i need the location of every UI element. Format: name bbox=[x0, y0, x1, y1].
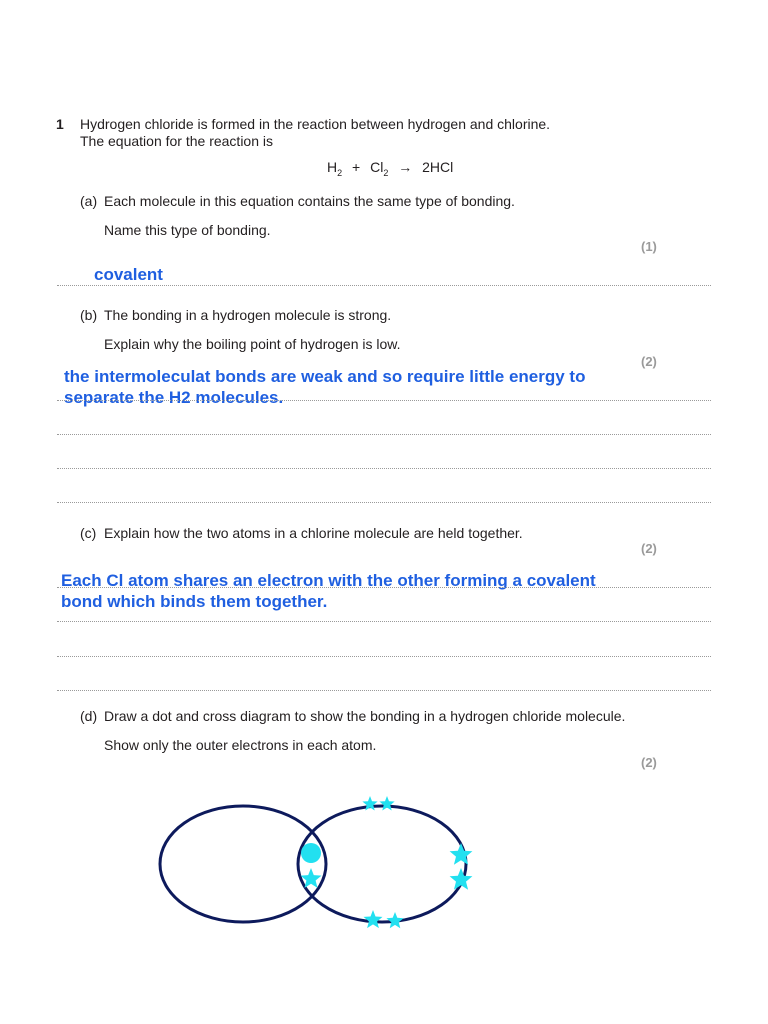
part-c-answer-line1[interactable]: Each Cl atom shares an electron with the other forming a covalent bbox=[61, 571, 596, 590]
question-number: 1 bbox=[56, 116, 64, 132]
part-a-marks: (1) bbox=[641, 239, 657, 254]
equation-cl: Cl bbox=[370, 159, 384, 175]
star-icon bbox=[379, 796, 394, 811]
answer-line bbox=[57, 285, 711, 286]
equation-h: H bbox=[327, 159, 338, 175]
answer-line bbox=[57, 656, 711, 657]
question-intro-line2: The equation for the reaction is bbox=[80, 133, 274, 149]
answer-line bbox=[57, 621, 711, 622]
part-c-text: Explain how the two atoms in a chlorine molecule are held together. bbox=[104, 525, 523, 541]
dot-cross-diagram[interactable] bbox=[150, 790, 490, 940]
part-d-label: (d) bbox=[80, 708, 98, 724]
part-d-marks: (2) bbox=[641, 755, 657, 770]
equation-arrow: → bbox=[398, 159, 413, 175]
answer-line bbox=[57, 502, 711, 503]
answer-line bbox=[57, 690, 711, 691]
part-a-text: Each molecule in this equation contains the same type of bonding. bbox=[104, 193, 515, 209]
part-c-marks: (2) bbox=[641, 541, 657, 556]
part-c-answer-line2[interactable]: bond which binds them together. bbox=[61, 592, 328, 611]
star-icon bbox=[450, 843, 473, 865]
question-intro-line1: Hydrogen chloride is formed in the reaction between hydrogen and chlorine. bbox=[80, 116, 551, 132]
part-d-text: Draw a dot and cross diagram to show the bonding in a hydrogen chloride molecule. bbox=[104, 708, 626, 724]
answer-line bbox=[57, 468, 711, 469]
part-b-answer-line2[interactable]: separate the H2 molecules. bbox=[64, 388, 284, 407]
part-a-label: (a) bbox=[80, 193, 98, 209]
part-a-instruction: Name this type of bonding. bbox=[104, 222, 271, 238]
hydrogen-shell bbox=[160, 806, 326, 922]
star-icon bbox=[386, 912, 403, 928]
equation-plus: + bbox=[352, 159, 361, 175]
equation-h-subscript: 2 bbox=[337, 167, 343, 178]
answer-line bbox=[57, 400, 711, 401]
hydrogen-electron-dot bbox=[301, 843, 321, 863]
star-icon bbox=[364, 910, 383, 928]
answer-line bbox=[57, 587, 711, 588]
part-b-instruction: Explain why the boiling point of hydrogen is low. bbox=[104, 336, 401, 352]
part-d-instruction: Show only the outer electrons in each atom. bbox=[104, 737, 377, 753]
equation-product: 2HCl bbox=[422, 159, 454, 175]
answer-line bbox=[57, 434, 711, 435]
chlorine-shell bbox=[298, 806, 466, 922]
part-b-answer-line1[interactable]: the intermoleculat bonds are weak and so require little energy to bbox=[64, 367, 586, 386]
reaction-equation bbox=[327, 159, 453, 182]
part-c-label: (c) bbox=[80, 525, 97, 541]
part-b-marks: (2) bbox=[641, 354, 657, 369]
part-b-text: The bonding in a hydrogen molecule is strong. bbox=[104, 307, 392, 323]
equation-cl-subscript: 2 bbox=[383, 167, 389, 178]
part-a-answer[interactable]: covalent bbox=[94, 265, 163, 284]
part-b-label: (b) bbox=[80, 307, 98, 323]
